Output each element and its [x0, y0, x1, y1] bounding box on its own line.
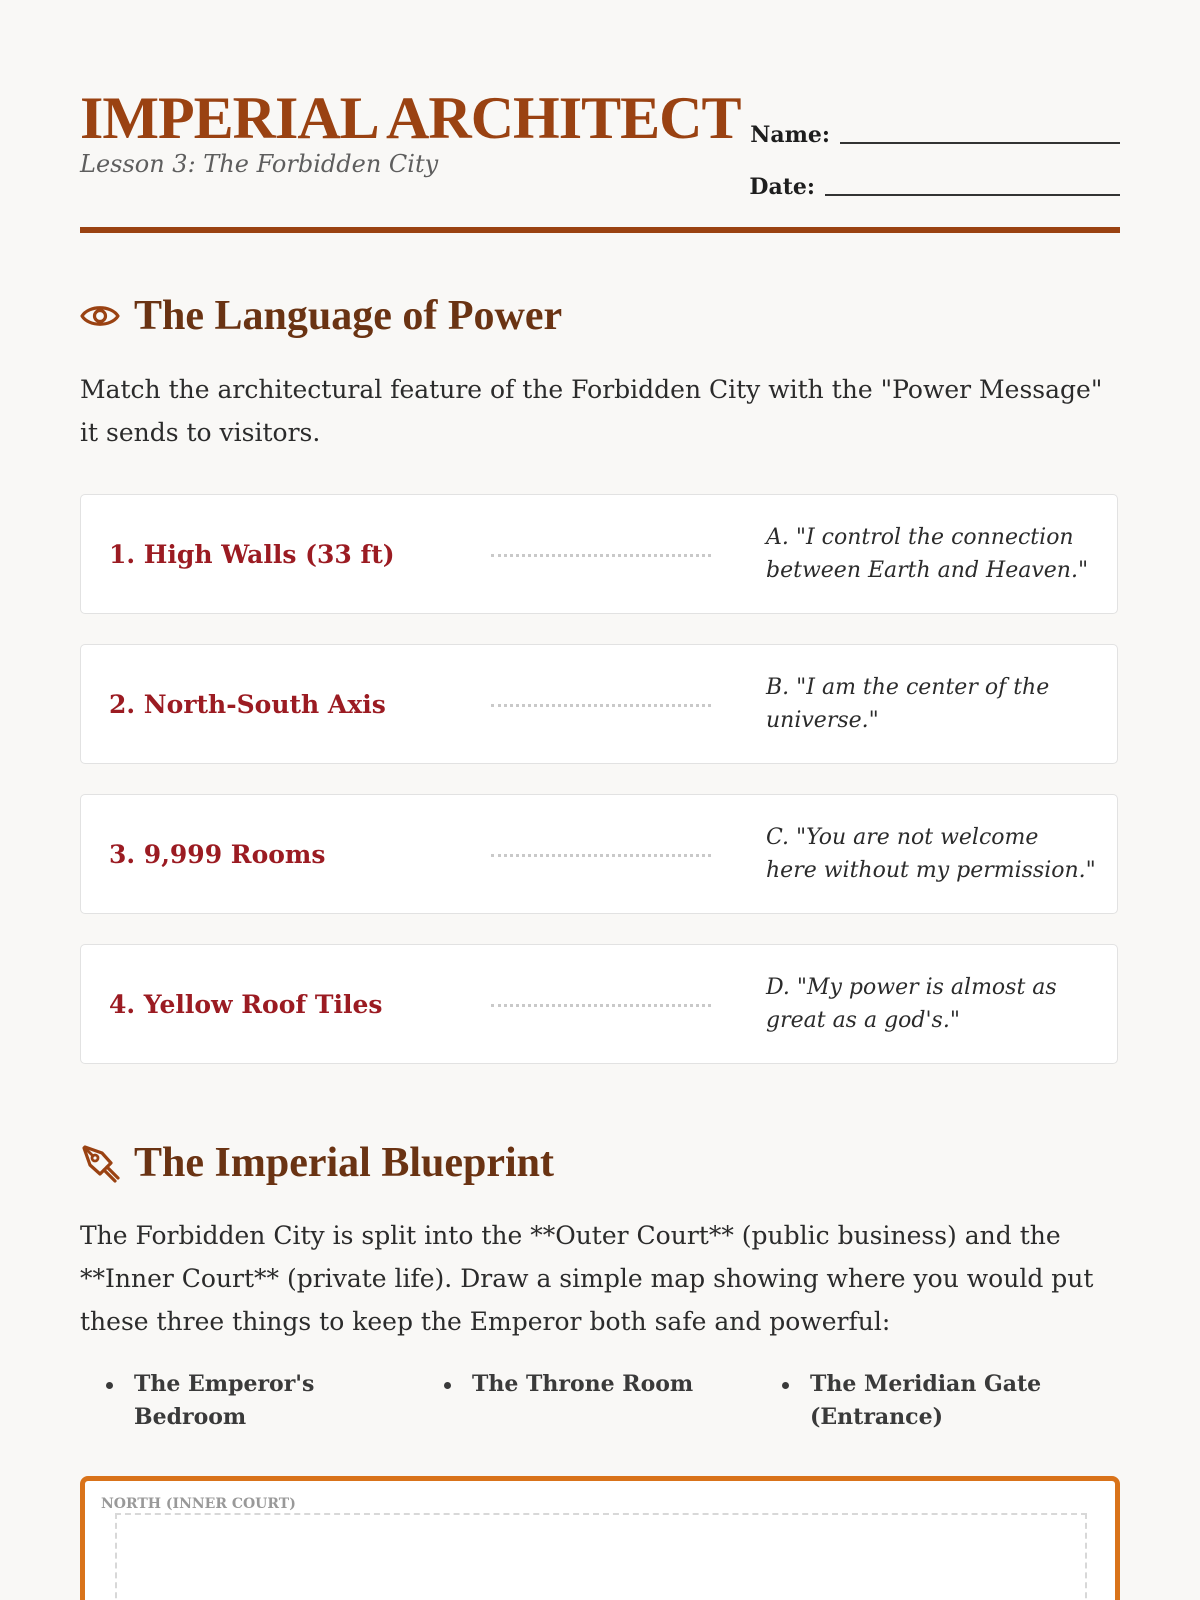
worksheet-page: [80, 0, 1120, 1600]
header-divider: [80, 227, 1120, 233]
match-answer-line[interactable]: [491, 854, 711, 857]
section-heading-language-of-power: [80, 295, 562, 337]
match-answer-line[interactable]: [491, 704, 711, 707]
date-blank-line[interactable]: [825, 194, 1120, 196]
match-message: D. "My power is almost as great as a god's.": [766, 975, 1057, 1033]
student-fields: [745, 94, 1120, 198]
match-row: [80, 794, 1118, 914]
match-term: 3. 9,999 Rooms: [109, 839, 326, 869]
blueprint-drawing-area[interactable]: [80, 1476, 1120, 1600]
match-message: B. "I am the center of the universe.": [766, 675, 1050, 733]
match-term: 1. High Walls (33 ft): [109, 539, 395, 569]
name-blank-line[interactable]: [840, 142, 1120, 144]
eye-icon: [80, 296, 120, 336]
lesson-subtitle: Lesson 3: The Forbidden City: [80, 150, 439, 178]
list-item: The Throne Room: [472, 1368, 762, 1401]
worksheet-header: [80, 80, 1120, 230]
blueprint-instructions: The Forbidden City is split into the **Outer Court** (public business) and the **Inner Court** (private life). Draw a simple map showing where you would put these three things to keep the Emperor both safe and powerful:: [80, 1221, 1094, 1336]
match-row: [80, 644, 1118, 764]
date-field[interactable]: [745, 146, 1120, 198]
match-term: 2. North-South Axis: [109, 689, 386, 719]
match-row: [80, 494, 1118, 614]
section-title: The Language of Power: [134, 293, 563, 339]
match-term: 4. Yellow Roof Tiles: [109, 989, 383, 1019]
name-label: Name:: [750, 122, 830, 148]
match-message: A. "I control the connection between Earth and Heaven.": [766, 525, 1089, 583]
section-title: The Imperial Blueprint: [134, 1140, 555, 1186]
name-field[interactable]: [745, 94, 1120, 146]
blueprint-item-list: [80, 1368, 1120, 1448]
list-item: The Meridian Gate (Entrance): [810, 1368, 1070, 1434]
zone-label: NORTH (INNER COURT): [101, 1497, 300, 1511]
section-heading-imperial-blueprint: [80, 1142, 554, 1184]
list-item: The Emperor's Bedroom: [134, 1368, 424, 1434]
pen-nib-icon: [80, 1143, 120, 1183]
matching-instructions: Match the architectural feature of the Forbidden City with the "Power Message" it sends to visitors.: [80, 375, 1103, 447]
match-answer-line[interactable]: [491, 554, 711, 557]
page-title: IMPERIAL ARCHITECT: [80, 85, 741, 151]
match-row: [80, 944, 1118, 1064]
match-message: C. "You are not welcome here without my permission.": [766, 825, 1096, 883]
match-answer-line[interactable]: [491, 1004, 711, 1007]
date-label: Date:: [749, 174, 815, 200]
north-inner-court-zone[interactable]: [115, 1513, 1087, 1600]
